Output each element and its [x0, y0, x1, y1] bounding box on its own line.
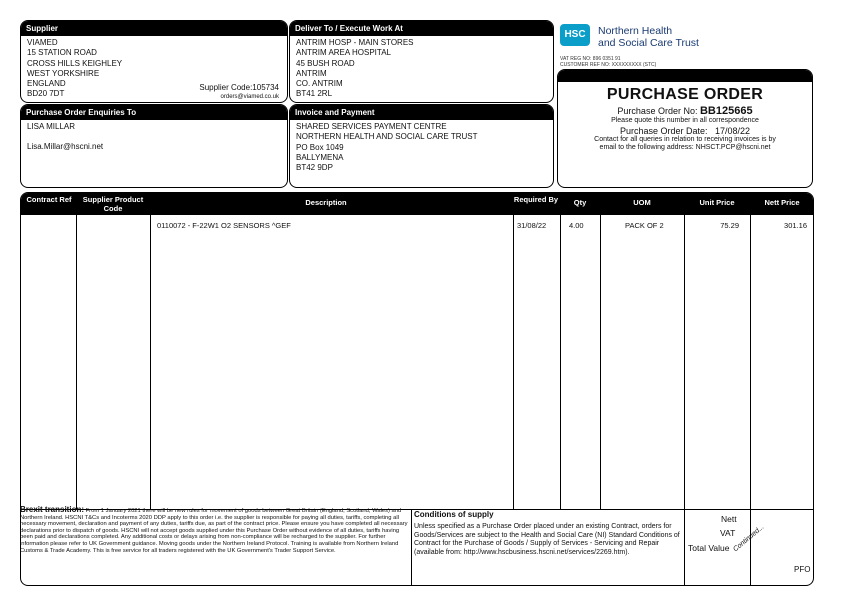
deliver-to-box	[289, 20, 554, 103]
row-nett-price: 301.16	[784, 221, 807, 230]
col-uom: UOM	[633, 198, 651, 207]
row-unit-price: 75.29	[720, 221, 739, 230]
row-required-by: 31/08/22	[517, 221, 547, 230]
supplier-line: VIAMED	[27, 38, 58, 47]
column-divider	[600, 215, 601, 510]
po-date-label: Purchase Order Date:	[619, 126, 708, 136]
supplier-header: Supplier	[21, 21, 287, 36]
po-contact-line1: Contact for all queries in relation to receiving invoices is by	[594, 136, 776, 143]
po-quote-note: Please quote this number in all correspondence	[611, 117, 759, 124]
vat-reg-line2: CUSTOMER REF NO: XXXXXXXXX (STC)	[560, 62, 657, 68]
conditions-title: Conditions of supply	[414, 510, 494, 519]
enquiries-name: LISA MILLAR	[27, 122, 76, 131]
po-contact-line2: email to the following address: NHSCT.PCP@hscni.net	[599, 144, 771, 151]
invoice-line: SHARED SERVICES PAYMENT CENTRE	[296, 122, 447, 131]
col-unit-price: Unit Price	[699, 198, 735, 207]
supplier-line: CROSS HILLS KEIGHLEY	[27, 58, 123, 68]
supplier-line: 15 STATION ROAD	[27, 48, 97, 58]
col-qty: Qty	[573, 198, 587, 207]
column-divider	[684, 215, 685, 585]
invoice-header: Invoice and Payment	[290, 105, 553, 120]
row-qty: 4.00	[569, 221, 584, 230]
invoice-line: BT42 9DP	[296, 163, 333, 173]
deliver-line: BT41 2RL	[296, 89, 333, 99]
vat-registration	[560, 56, 656, 68]
total-nett-label: Nett	[721, 514, 737, 524]
row-uom: PACK OF 2	[625, 221, 664, 230]
po-title: PURCHASE ORDER	[606, 86, 764, 103]
total-value-label: Total Value	[688, 543, 730, 553]
col-nett-price: Nett Price	[764, 198, 800, 207]
vat-reg-line1: VAT REG NO: 896 0351 91	[560, 56, 621, 62]
brexit-text: From 1 January 2021 there will be new rules for movement of goods between Great Britain (England, Scotland, Wales) and Northern Ireland. HSCNI T&Cs and Incoterms 2020 DDP apply to this order i.e. the supplier is responsible for paying all duties, tariffs, completing all necessary movement, declaration and payment of any duties, tariffs due, as part of the contract price. Please ensure you have completed all necessary declarations prior to dispatch of goods. HSCNI will not accept goods supplied under this Purchase Order without evidence of all duties, tariffs having been paid and declarations completed. Any additional costs or delays arising from non-compliance will be recharged to the supplier. For further information please refer to UK Government guidance. Moving goods under the Northern Ireland Protocol. Training is available from Northern Ireland Customs & Trade Academy. This is free service for all traders registered with the UK Government's Trader Support Service.	[20, 508, 408, 554]
supplier-email: orders@viamed.co.uk	[220, 94, 279, 100]
po-header-bar	[558, 70, 812, 82]
deliver-line: ANTRIM	[296, 68, 327, 78]
conditions-text: Unless specified as a Purchase Order placed under an existing Contract, orders for Goods/Services are subject to the Health and Social Care (NI) Standard Conditions of Contract for the Purchase of Goods / Supply of Services - Servicing and Repair (available from: http://www.hscbusiness.hscni.net/services/2269.htm).	[414, 522, 680, 557]
invoice-line: PO Box 1049	[296, 142, 344, 152]
invoice-line: NORTHERN HEALTH AND SOCIAL CARE TRUST	[296, 132, 478, 142]
trust-name-line2: and Social Care Trust	[598, 37, 699, 49]
invoice-line: BALLYMENA	[296, 152, 344, 162]
po-number: BB125665	[699, 105, 753, 117]
enquiries-box	[20, 104, 288, 188]
conditions-of-supply	[414, 511, 684, 558]
hsc-logo-icon: HSC	[560, 24, 590, 46]
footer-divider	[411, 509, 412, 585]
deliver-line: ANTRIM AREA HOSPITAL	[296, 48, 391, 58]
brexit-title: Brexit transition:	[20, 505, 85, 514]
enquiries-email: Lisa.Millar@hscni.net	[27, 142, 104, 152]
enquiries-header: Purchase Order Enquiries To	[21, 105, 287, 120]
col-supplier-code: Supplier Product Code	[82, 195, 144, 213]
brexit-notice	[20, 507, 410, 554]
supplier-box	[20, 20, 288, 103]
total-vat-label: VAT	[720, 528, 736, 538]
deliver-to-header: Deliver To / Execute Work At	[290, 21, 553, 36]
column-divider	[150, 215, 151, 510]
row-description: 0110072 - F-22W1 O2 SENSORS ^GEF	[157, 221, 291, 230]
footer-code: PFO	[794, 565, 811, 574]
continued-note: Continued...	[732, 523, 766, 554]
invoice-box	[289, 104, 554, 188]
col-description: Description	[305, 198, 347, 207]
supplier-code: Supplier Code:105734	[199, 83, 279, 92]
supplier-line: ENGLAND	[27, 79, 66, 89]
purchase-order-box	[557, 69, 813, 188]
supplier-line: WEST YORKSHIRE	[27, 68, 100, 78]
column-divider	[560, 215, 561, 510]
deliver-line: CO. ANTRIM	[296, 79, 343, 89]
col-required-by: Required By	[513, 195, 559, 204]
po-number-label: Purchase Order No:	[617, 106, 698, 116]
supplier-line: BD20 7DT	[27, 89, 65, 99]
column-divider	[750, 215, 751, 585]
trust-name-line1: Northern Health	[598, 25, 673, 37]
column-divider	[513, 215, 514, 510]
col-contract-ref: Contract Ref	[26, 195, 72, 204]
table-header	[21, 193, 813, 215]
po-date: 17/08/22	[715, 126, 751, 136]
column-divider	[76, 215, 77, 510]
deliver-line: ANTRIM HOSP - MAIN STORES	[296, 38, 414, 47]
deliver-line: 45 BUSH ROAD	[296, 58, 355, 68]
